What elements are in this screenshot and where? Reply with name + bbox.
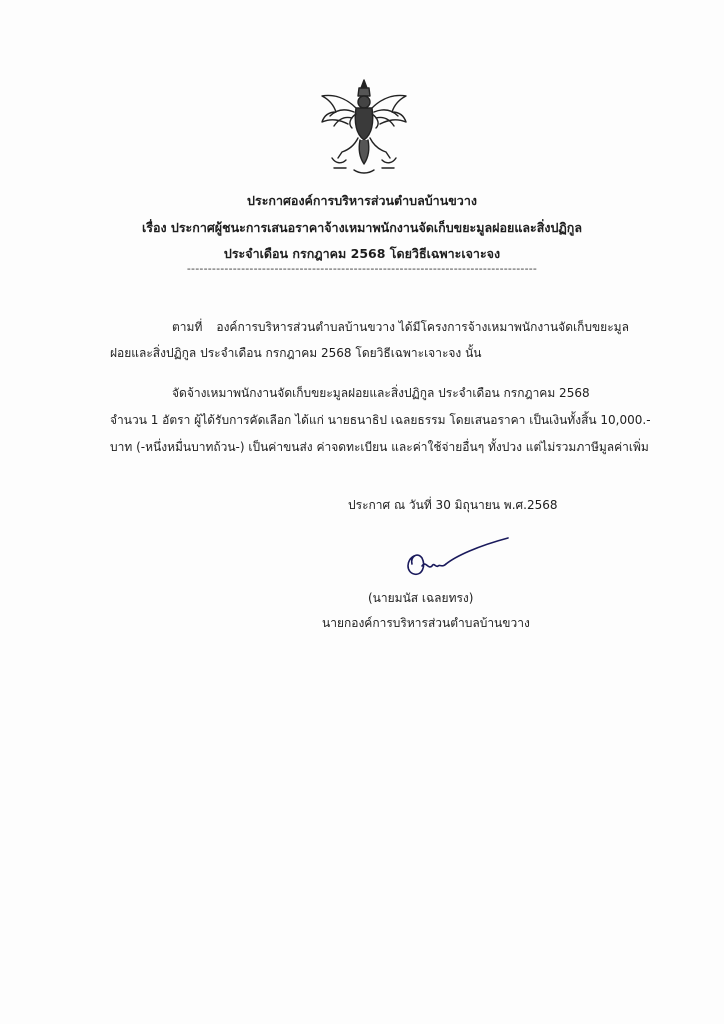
announcement-title: ประกาศองค์การบริหารส่วนตำบลบ้านขวาง: [247, 193, 477, 208]
announcement-subject: เรื่อง ประกาศผู้ชนะการเสนอราคาจ้างเหมาพนักงานจัดเก็บขยะมูลฝอยและสิ่งปฏิกูล: [141, 220, 583, 235]
paragraph-2-line-1: จัดจ้างเหมาพนักงานจัดเก็บขยะมูลฝอยและสิ่งปฏิกูล ประจำเดือน กรกฎาคม 2568: [172, 386, 590, 400]
announcement-date: ประกาศ ณ วันที่ 30 มิถุนายน พ.ศ.2568: [348, 498, 558, 512]
paragraph-2-line-2: จำนวน 1 อัตรา ผู้ได้รับการคัดเลือก ได้แก่ นายธนาธิป เฉลยธรรม โดยเสนอราคา เป็นเงินทั้งสิ้น 10,000.-: [110, 413, 651, 427]
paragraph-1-line-1: [172, 318, 629, 337]
announcement-period: ประจำเดือน กรกฎาคม 2568 โดยวิธีเฉพาะเจาะจง: [223, 246, 501, 261]
paragraph-2-line-3: บาท (-หนึ่งหมื่นบาทถ้วน-) เป็นค่าขนส่ง ค่าจดทะเบียน และค่าใช้จ่ายอื่นๆ ทั้งปวง แต่ไม่รวมภาษีมูลค่าเพิ่ม: [110, 440, 649, 454]
header-divider: ------------------------------------------------------------------------------------: [186, 262, 538, 275]
paragraph-1-text: องค์การบริหารส่วนตำบลบ้านขวาง ได้มีโครงการจ้างเหมาพนักงานจัดเก็บขยะมูล: [216, 320, 629, 334]
paragraph-1-line-2: ฝอยและสิ่งปฏิกูล ประจำเดือน กรกฎาคม 2568 โดยวิธีเฉพาะเจาะจง นั้น: [110, 346, 482, 360]
garuda-emblem-icon: [318, 78, 410, 174]
signer-title: นายกองค์การบริหารส่วนตำบลบ้านขวาง: [322, 616, 530, 630]
signer-name: (นายมนัส เฉลยทรง): [368, 591, 474, 605]
handwritten-signature-icon: [400, 536, 512, 582]
paragraph-1-label: ตามที่: [172, 320, 203, 334]
